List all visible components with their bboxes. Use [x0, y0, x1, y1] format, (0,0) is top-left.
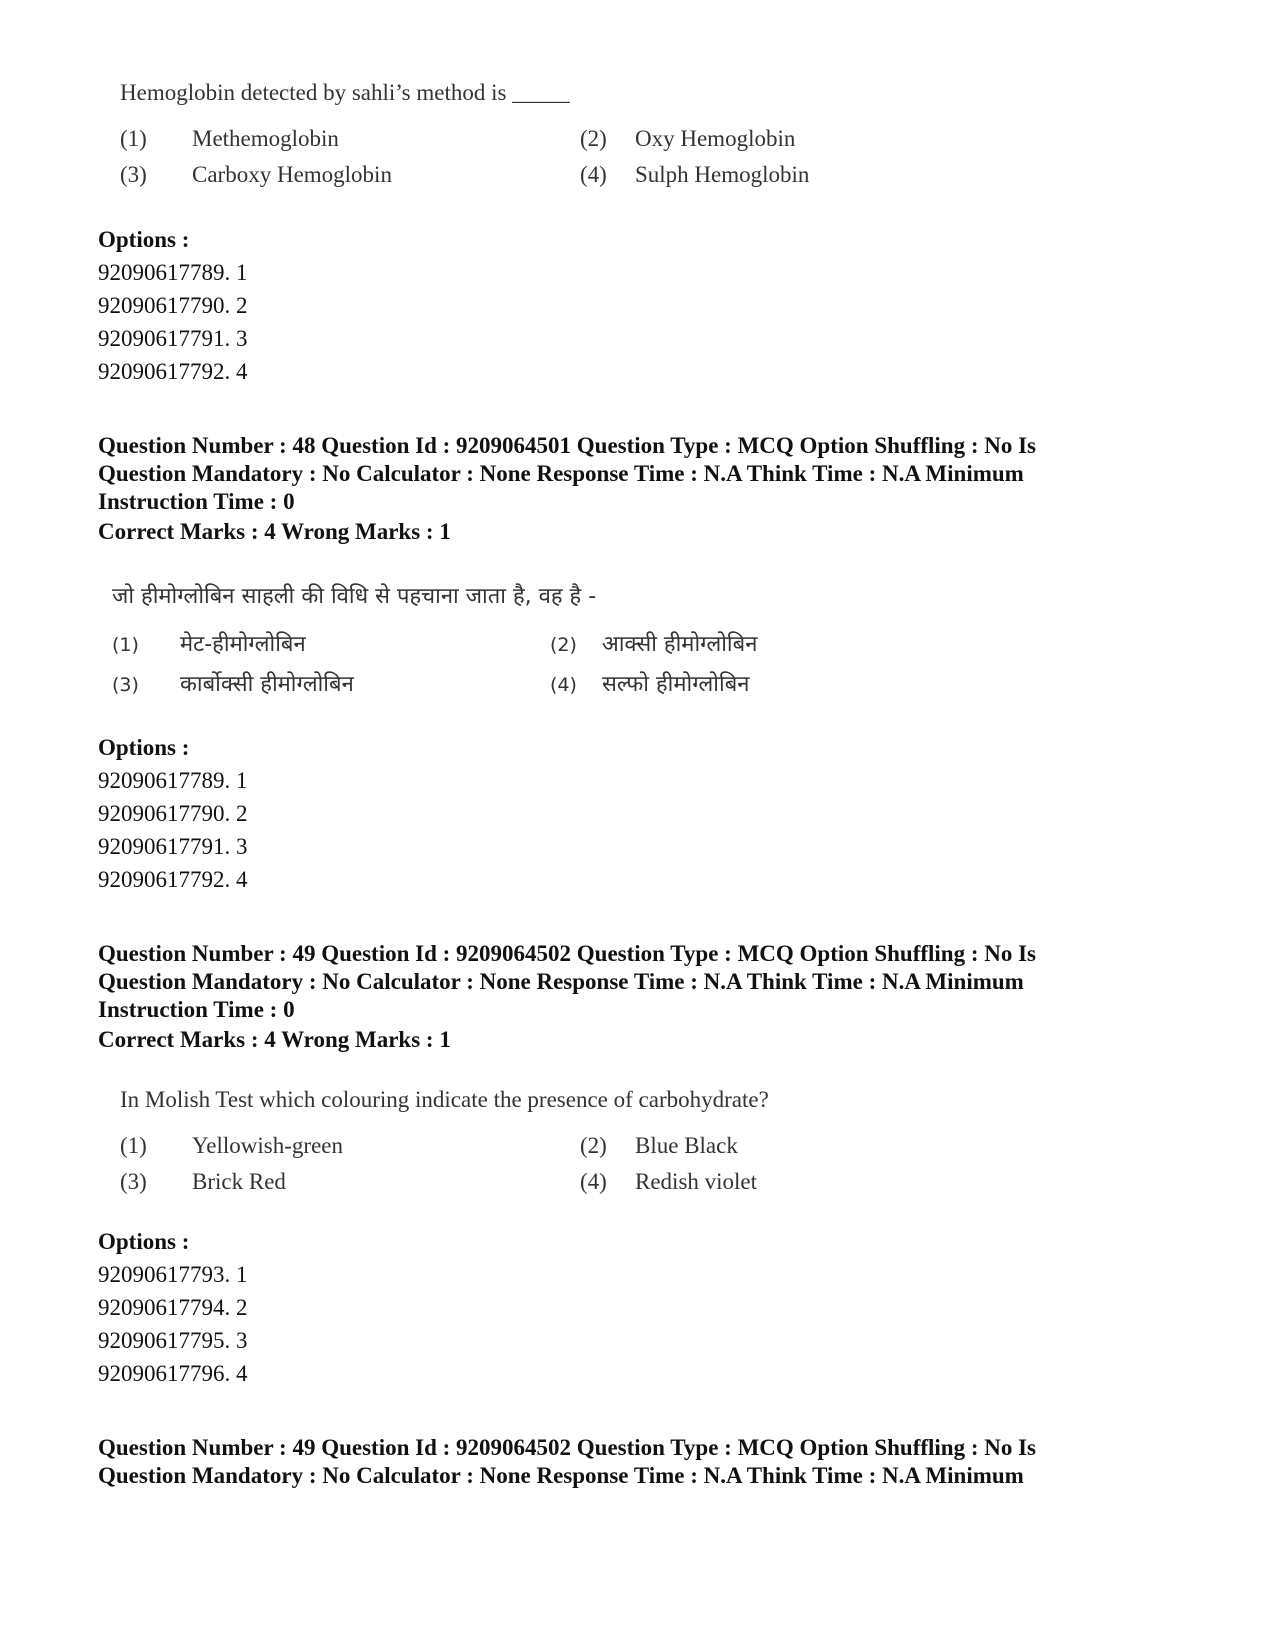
- options-label: Options :: [98, 1229, 190, 1254]
- option-id-line: 92090617793. 1: [98, 1262, 248, 1287]
- option-id-line: 92090617792. 4: [98, 359, 248, 384]
- option-id-line: 92090617792. 4: [98, 867, 248, 892]
- choice-3: (3) कार्बोक्सी हीमोग्लोबिन: [112, 672, 354, 697]
- question-stem: In Molish Test which colouring indicate the presence of carbohydrate?: [120, 1087, 769, 1112]
- marks-line: Correct Marks : 4 Wrong Marks : 1: [98, 519, 451, 544]
- question-meta: Question Number : 49 Question Id : 9209064502 Question Type : MCQ Option Shuffling : No Is Question Mandatory : No Calculator : None Response Time : N.A Think Time : N.A Minimum: [98, 1435, 1037, 1488]
- option-id-line: 92090617796. 4: [98, 1361, 248, 1386]
- option-id-line: 92090617791. 3: [98, 834, 248, 859]
- choice-1: (1) Yellowish-green: [120, 1133, 343, 1158]
- choice-4: (4) सल्फो हीमोग्लोबिन: [550, 672, 750, 697]
- option-id-line: 92090617790. 2: [98, 801, 248, 826]
- choice-2: (2) Blue Black: [580, 1133, 738, 1158]
- option-id-line: 92090617789. 1: [98, 768, 248, 793]
- choice-1: (1) मेट-हीमोग्लोबिन: [112, 632, 306, 657]
- marks-line: Correct Marks : 4 Wrong Marks : 1: [98, 1027, 451, 1052]
- question-stem: जो हीमोग्लोबिन साहली की विधि से पहचाना जाता है, वह है -: [112, 584, 597, 609]
- choice-3: (3) Brick Red: [120, 1169, 286, 1194]
- question-meta: Question Number : 49 Question Id : 9209064502 Question Type : MCQ Option Shuffling : No Is Question Mandatory : No Calculator : None Response Time : N.A Think Time : N.A Minimum Instruction Time : 0: [98, 941, 1037, 1022]
- option-id-line: 92090617794. 2: [98, 1295, 248, 1320]
- option-id-line: 92090617791. 3: [98, 326, 248, 351]
- options-label: Options :: [98, 735, 190, 760]
- choice-1: (1) Methemoglobin: [120, 126, 339, 151]
- option-id-line: 92090617790. 2: [98, 293, 248, 318]
- question-meta: Question Number : 48 Question Id : 9209064501 Question Type : MCQ Option Shuffling : No Is Question Mandatory : No Calculator : None Response Time : N.A Think Time : N.A Minimum Instruction Time : 0: [98, 433, 1037, 514]
- choice-3: (3) Carboxy Hemoglobin: [120, 162, 392, 187]
- question-stem: Hemoglobin detected by sahli’s method is _____: [120, 80, 570, 105]
- option-id-line: 92090617789. 1: [98, 260, 248, 285]
- options-label: Options :: [98, 227, 190, 252]
- choice-4: (4) Sulph Hemoglobin: [580, 162, 810, 187]
- option-id-line: 92090617795. 3: [98, 1328, 248, 1353]
- choice-4: (4) Redish violet: [580, 1169, 758, 1194]
- choice-2: (2) Oxy Hemoglobin: [580, 126, 796, 151]
- choice-2: (2) आक्सी हीमोग्लोबिन: [550, 632, 758, 657]
